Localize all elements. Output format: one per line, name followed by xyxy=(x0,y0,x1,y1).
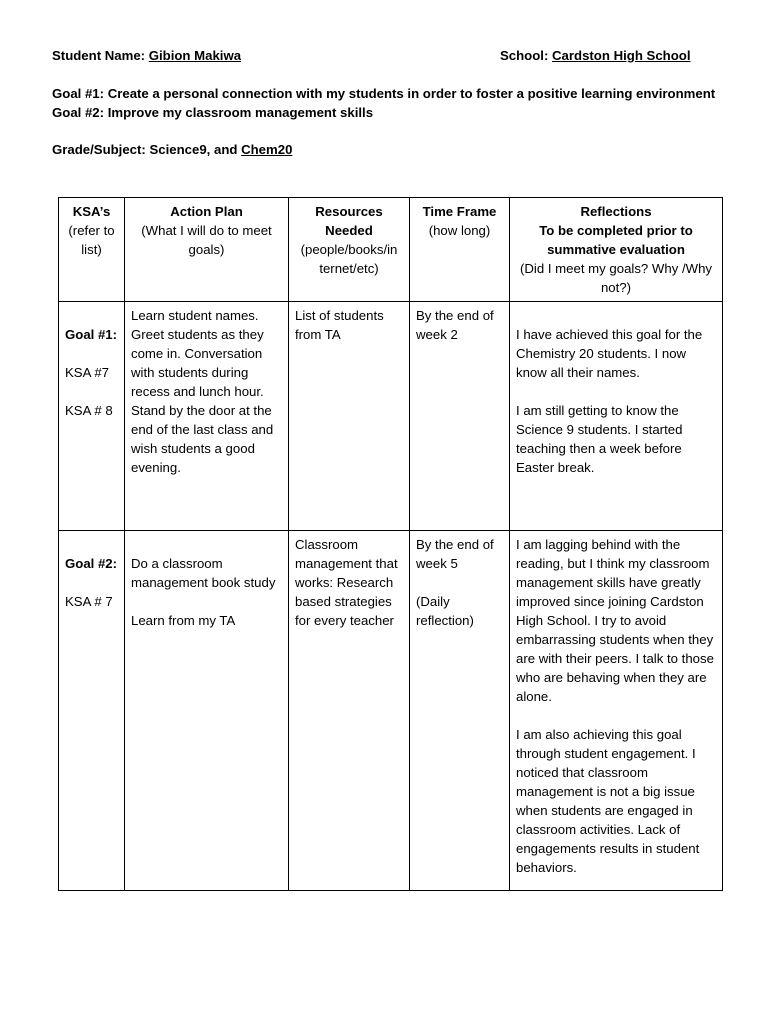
action-plan-cell: Do a classroom management book study Learn from my TA xyxy=(125,531,289,891)
goal-label: Goal #2: xyxy=(65,556,118,571)
ksa-ref: KSA # 8 xyxy=(65,403,113,418)
grade-subject-line xyxy=(52,142,292,157)
school-line xyxy=(500,48,691,63)
action-plan-cell: Learn student names. Greet students as they come in. Conversation with students during recess and lunch hour. Stand by the door at the end of the last class and wish students a good evening. xyxy=(125,302,289,531)
grade-subject-label: Grade/Subject: Science9, and xyxy=(52,142,242,157)
goal2-statement: Goal #2: Improve my classroom management skills xyxy=(52,105,374,120)
header-resources: Resources Needed (people/books/in ternet/etc) xyxy=(289,198,410,302)
grade-subject-chem: Chem20 xyxy=(241,142,293,157)
reflections-cell: I have achieved this goal for the Chemistry 20 students. I now know all their names. I am still getting to know the Science 9 students. I started teaching then a week before Easter break. xyxy=(510,302,723,531)
ksa-ref: KSA #7 xyxy=(65,365,109,380)
student-name-line xyxy=(52,48,241,63)
student-name-label: Student Name: xyxy=(52,48,146,63)
ksa-cell xyxy=(59,302,125,531)
goal1-statement: Goal #1: Create a personal connection with my students in order to foster a positive learning environment xyxy=(52,86,716,101)
header-time-frame: Time Frame (how long) xyxy=(410,198,510,302)
ksa-cell xyxy=(59,531,125,891)
resources-cell: Classroom management that works: Research based strategies for every teacher xyxy=(289,531,410,891)
school-value: Cardston High School xyxy=(552,48,691,63)
time-frame-cell: By the end of week 2 xyxy=(410,302,510,531)
reflections-cell: I am lagging behind with the reading, but I think my classroom management skills have greatly improved since joining Cardston High School. I try to avoid embarrassing students when they are with their peers. I talk to those who are behaving when they are alone. I am also achieving this goal through student engagement. I noticed that classroom management is not a big issue when students are engaged in classroom activities. Lack of engagements results in student behaviors. xyxy=(510,531,723,891)
goal-label: Goal #1: xyxy=(65,327,118,342)
header-ksa: KSA’s (refer to list) xyxy=(59,198,125,302)
table-row xyxy=(59,531,723,891)
header-action-plan: Action Plan (What I will do to meet goals) xyxy=(125,198,289,302)
school-label: School: xyxy=(500,48,549,63)
ksa-ref: KSA # 7 xyxy=(65,594,113,609)
table-row xyxy=(59,302,723,531)
growth-plan-table xyxy=(58,197,723,891)
resources-cell: List of students from TA xyxy=(289,302,410,531)
time-frame-cell: By the end of week 5 (Daily reflection) xyxy=(410,531,510,891)
table-header-row xyxy=(59,198,723,302)
header-reflections: Reflections To be completed prior to summative evaluation (Did I meet my goals? Why /Why not?) xyxy=(510,198,723,302)
student-name-value: Gibion Makiwa xyxy=(148,48,242,63)
